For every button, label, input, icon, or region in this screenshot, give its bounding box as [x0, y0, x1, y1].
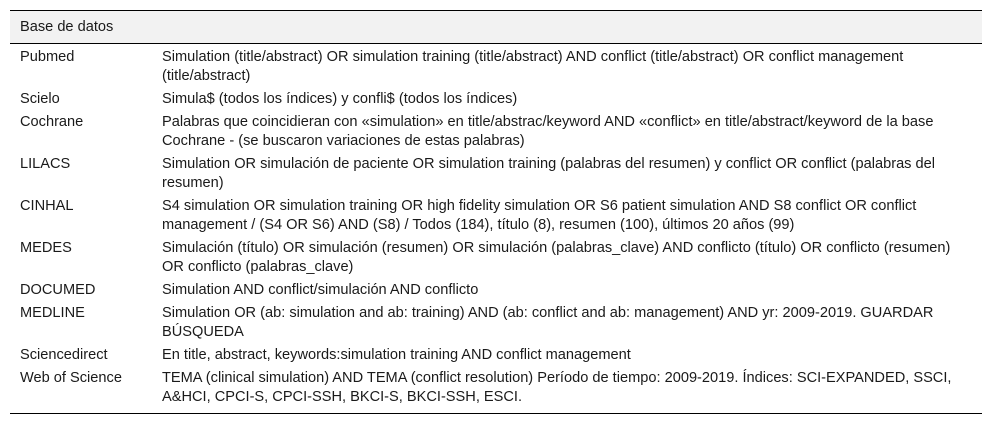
search-query: Simulación (título) OR simulación (resumen) OR simulación (palabras_clave) AND conflicto (título) OR conflicto (resumen) OR conflicto (palabras_clave)	[162, 240, 951, 275]
database-name: MEDLINE	[20, 305, 85, 321]
table-header-row	[10, 11, 982, 44]
search-query: Simulation (title/abstract) OR simulation training (title/abstract) AND conflict (title/abstract) OR conflict management (title/abstract)	[162, 49, 904, 84]
search-query: Simulation AND conflict/simulación AND conflicto	[162, 282, 479, 298]
search-query: Simulation OR (ab: simulation and ab: training) AND (ab: conflict and ab: management) AND yr: 2009-2019. GUARDAR BÚSQUEDA	[162, 305, 934, 340]
table-row	[10, 344, 982, 367]
table-header-database: Base de datos	[10, 11, 982, 44]
search-strategy-table-container	[10, 10, 982, 414]
search-query: S4 simulation OR simulation training OR high fidelity simulation OR S6 patient simulation AND S8 conflict OR conflict management / (S4 OR S6) AND (S8) / Todos (184), título (8), resumen (100), últimos 20 años (99)	[162, 198, 917, 233]
table-row	[10, 88, 982, 111]
database-name: Scielo	[20, 91, 60, 107]
search-query: Simula$ (todos los índices) y confli$ (todos los índices)	[162, 91, 518, 107]
table-row	[10, 111, 982, 153]
table-row	[10, 153, 982, 195]
table-row	[10, 44, 982, 89]
table-row	[10, 237, 982, 279]
search-strategy-table	[10, 10, 982, 414]
table-row	[10, 367, 982, 414]
search-query: En title, abstract, keywords:simulation training AND conflict management	[162, 347, 631, 363]
database-name: Web of Science	[10, 367, 152, 414]
table-row	[10, 302, 982, 344]
database-name: CINHAL	[20, 198, 74, 214]
database-name: LILACS	[20, 156, 71, 172]
search-query: Palabras que coincidieran con «simulation» en title/abstrac/keyword AND «conflict» en title/abstract/keyword de la base Cochrane - (se buscaron variaciones de estas palabras)	[162, 114, 934, 149]
search-query: Simulation OR simulación de paciente OR simulation training (palabras del resumen) y conflict OR conflict (palabras del resumen)	[162, 156, 936, 191]
database-name: DOCUMED	[20, 282, 96, 298]
database-name: Cochrane	[20, 114, 84, 130]
table-row	[10, 195, 982, 237]
search-query: TEMA (clinical simulation) AND TEMA (conflict resolution) Período de tiempo: 2009-2019. Índices: SCI-EXPANDED, SSCI, A&HCI, CPCI-S, CPCI-SSH, BKCI-S, BKCI-SSH, ESCI.	[152, 367, 982, 414]
database-name: MEDES	[20, 240, 72, 256]
table-row	[10, 279, 982, 302]
database-name: Pubmed	[20, 49, 75, 65]
database-name: Sciencedirect	[20, 347, 108, 363]
